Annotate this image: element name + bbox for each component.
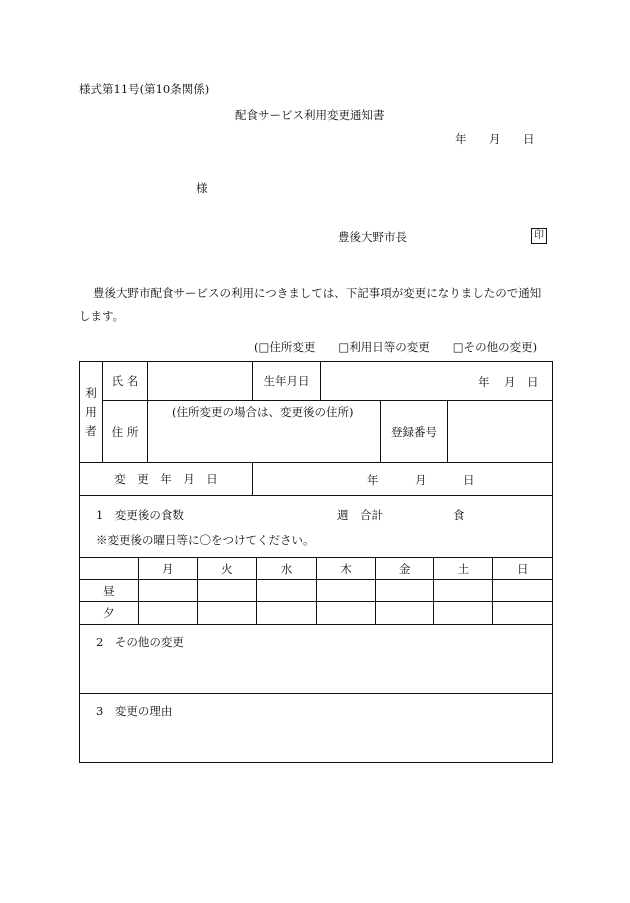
sender-name: 豊後大野市長 <box>338 230 407 244</box>
dinner-cell[interactable] <box>376 602 434 624</box>
change-day-label: 日 <box>463 473 475 487</box>
day-header: 木 <box>317 558 376 580</box>
user-label-char: 利 <box>85 385 97 400</box>
meal-count-note: ※変更後の曜日等に〇をつけてください。 <box>96 533 315 547</box>
meal-count-section <box>80 496 553 625</box>
dob-label: 生年月日 <box>253 362 321 401</box>
lunch-cell[interactable] <box>376 580 434 602</box>
document-title: 配食サービス利用変更通知書 <box>235 108 385 122</box>
name-label: 氏 名 <box>103 362 148 401</box>
addressee-suffix: 様 <box>196 181 208 195</box>
user-label-char: 者 <box>85 423 97 438</box>
dinner-cell[interactable] <box>493 602 552 624</box>
lunch-cell[interactable] <box>138 580 197 602</box>
dob-year-label: 年 <box>478 375 490 389</box>
address-field[interactable] <box>148 401 381 463</box>
change-date-label: 変 更 年 月 日 <box>80 463 253 496</box>
lunch-cell[interactable] <box>256 580 316 602</box>
dinner-cell[interactable] <box>256 602 316 624</box>
address-label: 住 所 <box>103 401 148 463</box>
other-changes-title: 2 その他の変更 <box>96 634 184 649</box>
lunch-cell[interactable] <box>197 580 256 602</box>
meal-count-title: 1 変更後の食数 <box>96 508 184 522</box>
meal-unit-label: 食 <box>453 508 465 522</box>
lunch-cell[interactable] <box>317 580 376 602</box>
notification-form-table <box>79 361 553 763</box>
seal-mark: 印 <box>531 228 547 244</box>
date-day-label: 日 <box>523 132 535 146</box>
dob-field[interactable] <box>321 362 553 401</box>
dinner-cell[interactable] <box>434 602 493 624</box>
lunch-cell[interactable] <box>434 580 493 602</box>
registration-number-field[interactable] <box>448 401 553 463</box>
day-header: 土 <box>434 558 493 580</box>
meal-row-label: 夕 <box>80 602 138 624</box>
day-header: 日 <box>493 558 552 580</box>
body-text-line1: 豊後大野市配食サービスの利用につきましては、下記事項が変更になりましたので通知 <box>93 286 542 300</box>
change-month-label: 月 <box>415 473 427 487</box>
change-date-field[interactable] <box>253 463 553 496</box>
date-year-label: 年 <box>455 132 467 146</box>
day-header: 月 <box>138 558 197 580</box>
day-header: 金 <box>376 558 434 580</box>
date-month-label: 月 <box>489 132 501 146</box>
address-note: (住所変更の場合は、変更後の住所) <box>172 405 354 419</box>
name-field[interactable] <box>148 362 253 401</box>
weekly-total-label: 週 合計 <box>337 508 383 522</box>
form-number: 様式第11号(第10条関係) <box>79 82 210 96</box>
other-changes-section[interactable] <box>80 624 553 693</box>
dinner-cell[interactable] <box>197 602 256 624</box>
change-type-options: (□住所変更 □利用日等の変更 □その他の変更) <box>254 340 538 354</box>
meal-row-label: 昼 <box>80 580 138 602</box>
user-label-cell <box>80 362 103 463</box>
change-reason-section[interactable] <box>80 693 553 762</box>
change-year-label: 年 <box>367 473 379 487</box>
weekly-schedule-table <box>80 557 552 624</box>
dinner-cell[interactable] <box>317 602 376 624</box>
dob-month-label: 月 <box>504 375 516 389</box>
body-text-line2: します。 <box>79 309 125 323</box>
schedule-corner <box>80 558 138 580</box>
day-header: 火 <box>197 558 256 580</box>
lunch-cell[interactable] <box>493 580 552 602</box>
dob-day-label: 日 <box>527 375 539 389</box>
registration-number-label: 登録番号 <box>381 401 448 463</box>
dinner-cell[interactable] <box>138 602 197 624</box>
day-header: 水 <box>256 558 316 580</box>
change-reason-title: 3 変更の理由 <box>96 703 173 718</box>
user-label-char: 用 <box>85 404 97 419</box>
